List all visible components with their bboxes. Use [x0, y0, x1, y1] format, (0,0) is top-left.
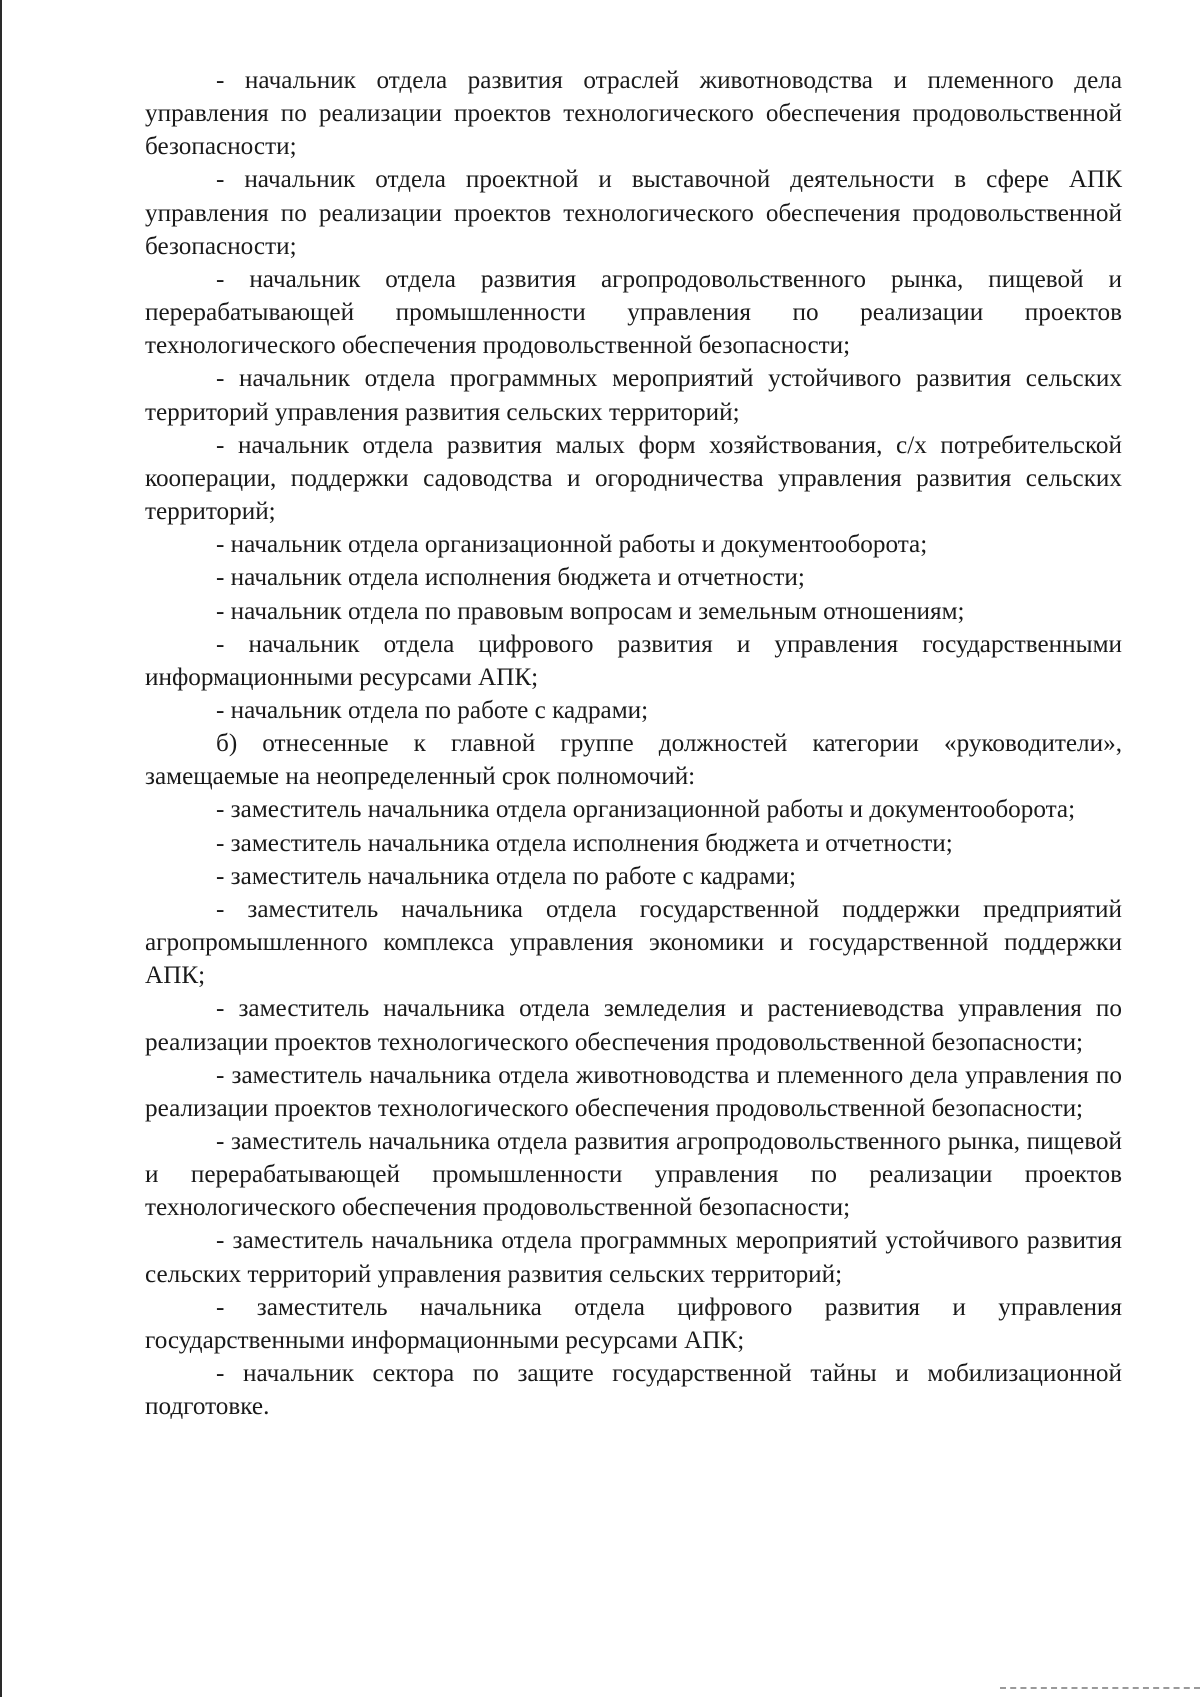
- scan-artifact: [1000, 1687, 1200, 1691]
- scan-edge: [0, 0, 2, 1697]
- list-item: - начальник отдела цифрового развития и управления государственными информационными ресурсами АПК;: [145, 630, 1122, 691]
- list-item: - заместитель начальника отдела по работе с кадрами;: [216, 862, 797, 890]
- document-body: [145, 64, 1122, 1423]
- list-item: - заместитель начальника отдела животноводства и племенного дела управления по реализации проектов технологического обеспечения продовольственной безопасности;: [145, 1061, 1122, 1122]
- list-item: - начальник отдела развития отраслей животноводства и племенного дела управления по реализации проектов технологического обеспечения продовольственной безопасности;: [145, 67, 1122, 161]
- list-item: - начальник отдела программных мероприятий устойчивого развития сельских территорий управления развития сельских территорий;: [145, 365, 1122, 426]
- list-item: - начальник отдела по работе с кадрами;: [216, 696, 649, 724]
- list-item: - заместитель начальника отдела программных мероприятий устойчивого развития сельских территорий управления развития сельских территорий;: [145, 1227, 1122, 1288]
- list-item: - заместитель начальника отдела государственной поддержки предприятий агропромышленного комплекса управления экономики и государственной поддержки АПК;: [145, 895, 1122, 990]
- list-item: - заместитель начальника отдела земледелия и растениеводства управления по реализации проектов технологического обеспечения продовольственной безопасности;: [145, 995, 1122, 1056]
- list-item: - начальник отдела проектной и выставочной деятельности в сфере АПК управления по реализации проектов технологического обеспечения продовольственной безопасности;: [145, 166, 1122, 260]
- list-item: - заместитель начальника отдела развития агропродовольственного рынка, пищевой и перерабатывающей промышленности управления по реализации проектов технологического обеспечения продовольственной безопасности;: [145, 1128, 1122, 1222]
- list-item: - заместитель начальника отдела исполнения бюджета и отчетности;: [216, 829, 953, 857]
- list-item: - начальник отдела исполнения бюджета и отчетности;: [216, 564, 805, 592]
- list-item: - начальник отдела организационной работы и документооборота;: [216, 531, 928, 559]
- section-heading: б) отнесенные к главной группе должностей категории «руководители», замещаемые на неопределенный срок полномочий:: [145, 730, 1122, 791]
- list-item: - начальник отдела развития малых форм хозяйствования, с/х потребительской кооперации, поддержки садоводства и огородничества управления развития сельских территорий;: [145, 431, 1122, 526]
- list-item: - начальник отдела развития агропродовольственного рынка, пищевой и перерабатывающей промышленности управления по реализации проектов технологического обеспечения продовольственной безопасности;: [145, 265, 1122, 360]
- list-item: - заместитель начальника отдела цифрового развития и управления государственными информационными ресурсами АПК;: [145, 1293, 1122, 1354]
- list-item: - начальник сектора по защите государственной тайны и мобилизационной подготовке.: [145, 1360, 1122, 1421]
- list-item: - начальник отдела по правовым вопросам и земельным отношениям;: [216, 597, 965, 625]
- list-item: - заместитель начальника отдела организационной работы и документооборота;: [216, 796, 1076, 824]
